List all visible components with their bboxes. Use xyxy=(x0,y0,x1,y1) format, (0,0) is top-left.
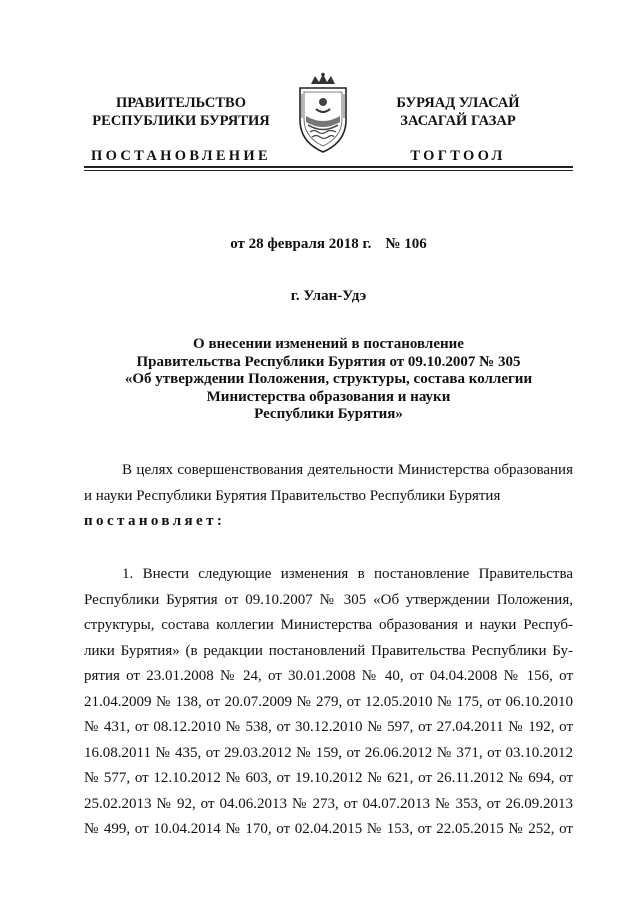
point-1-line: 25.02.2013 № 92, от 04.06.2013 № 273, от 04.07.2013 № 353, от 26.09.2013 xyxy=(84,795,573,812)
document-date: от 28 февраля 2018 г. xyxy=(230,236,372,252)
title-line-1: О внесении изменений в постановление xyxy=(193,336,464,352)
document-kind-buryat: ТОГТООЛ xyxy=(410,148,506,164)
point-1-line: 1. Внести следующие изменения в постановление Правительства xyxy=(122,566,573,582)
document-number: № 106 xyxy=(385,236,427,252)
point-1-line: № 577, от 12.10.2012 № 603, от 19.10.2012 № 621, от 26.11.2012 № 694, от xyxy=(84,770,573,786)
preamble-text: В целях совершенствования деятельности Министерства образования и науки Республики Бурятия Правительство Республики Бурятия xyxy=(84,462,573,504)
point-1-line: 16.08.2011 № 435, от 29.03.2012 № 159, от 26.06.2012 № 371, от 03.10.2012 xyxy=(84,744,573,761)
title-line-5: Республики Бурятия» xyxy=(254,406,403,422)
coat-of-arms-icon xyxy=(292,72,354,154)
document-title xyxy=(84,336,573,424)
document-kind-russian: ПОСТАНОВЛЕНИЕ xyxy=(91,148,271,164)
header-left xyxy=(86,94,276,165)
point-1-line: Республики Бурятия от 09.10.2007 № 305 «Об утверждении Положения, xyxy=(84,591,573,608)
header-right-line-2: ЗАСАГАЙ ГАЗАР xyxy=(400,113,516,129)
point-1-line: лики Бурятия» (в редакции постановлений Правительства Республики Бу- xyxy=(84,642,573,659)
date-number-line xyxy=(84,236,573,253)
point-1-line: структуры, состава коллегии Министерства образования и науки Респуб- xyxy=(84,617,573,633)
title-line-3: «Об утверждении Положения, структуры, состава коллегии xyxy=(124,371,533,387)
header-divider-thick xyxy=(84,166,573,168)
point-1-line: рятия от 23.01.2008 № 24, от 30.01.2008 № 40, от 04.04.2008 № 156, от xyxy=(84,668,573,684)
header-divider-thin xyxy=(84,170,573,171)
header-right xyxy=(372,94,544,165)
decree-word: постановляет: xyxy=(84,513,226,529)
title-line-2: Правительства Республики Бурятия от 09.10.2007 № 305 xyxy=(136,353,521,370)
point-1-line: № 431, от 08.12.2010 № 538, от 30.12.2010 № 597, от 27.04.2011 № 192, от xyxy=(84,719,573,735)
header-right-line-1: БУРЯАД УЛАСАЙ xyxy=(396,95,520,111)
header-left-line-1: ПРАВИТЕЛЬСТВО xyxy=(116,95,246,111)
title-line-4: Министерства образования и науки xyxy=(206,388,451,405)
header-left-line-2: РЕСПУБЛИКИ БУРЯТИЯ xyxy=(92,113,270,129)
point-1-line: № 499, от 10.04.2014 № 170, от 02.04.2015 № 153, от 22.05.2015 № 252, от xyxy=(84,821,573,837)
document-city: г. Улан-Удэ xyxy=(290,288,367,304)
point-1 xyxy=(84,562,573,843)
preamble xyxy=(84,458,573,535)
point-1-line: 21.04.2009 № 138, от 20.07.2009 № 279, от 12.05.2010 № 175, от 06.10.2010 xyxy=(84,693,573,710)
